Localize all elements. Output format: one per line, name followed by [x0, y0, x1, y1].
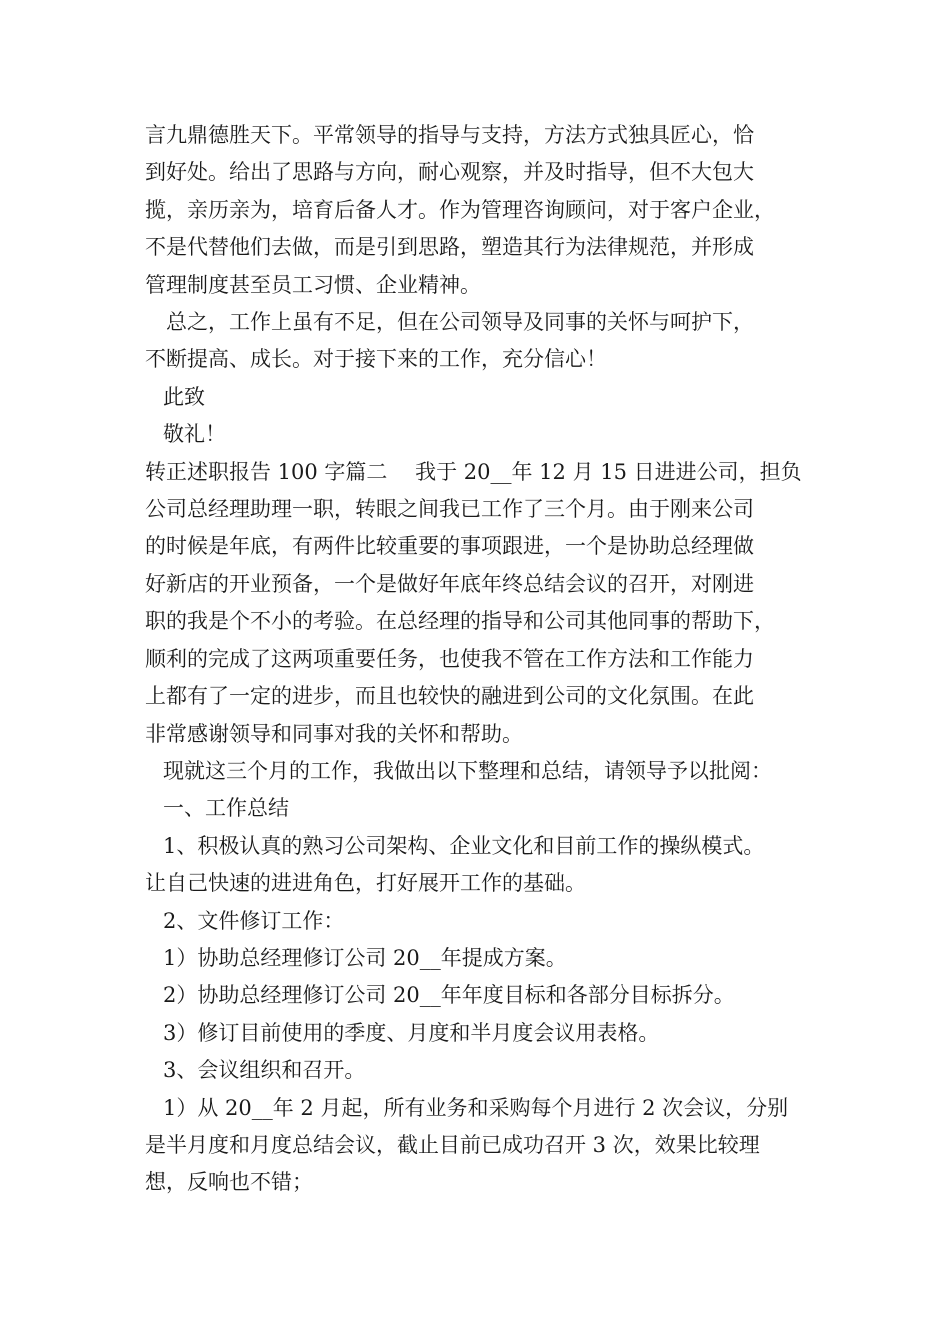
text-line: 非常感谢领导和同事对我的关怀和帮助。	[145, 721, 523, 746]
text-line: 好新店的开业预备，一个是做好年底年终总结会议的召开，对刚进	[145, 571, 754, 596]
list-item: 3、会议组织和召开。	[163, 1058, 366, 1083]
list-item: 2）协助总经理修订公司 20__年年度目标和各部分目标拆分。	[163, 983, 735, 1008]
text-line: 不是代替他们去做，而是引到思路，塑造其行为法律规范，并形成	[145, 235, 754, 260]
text-line: 让自己快速的进进角色，打好展开工作的基础。	[145, 871, 586, 896]
text-line: 揽，亲历亲为，培育后备人才。作为管理咨询顾问，对于客户企业，	[145, 197, 775, 222]
text-line: 现就这三个月的工作，我做出以下整理和总结，请领导予以批阅：	[163, 758, 772, 783]
text-line: 言九鼎德胜天下。平常领导的指导与支持，方法方式独具匠心，恰	[145, 123, 754, 147]
list-item: 2、文件修订工作：	[163, 908, 345, 933]
text-line: 不断提高、成长。对于接下来的工作，充分信心！	[145, 347, 607, 372]
text-line: 管理制度甚至员工习惯、企业精神。	[145, 272, 481, 297]
text-line: 顺利的完成了这两项重要任务，也使我不管在工作方法和工作能力	[145, 646, 754, 671]
salutation-line: 此致	[163, 384, 205, 409]
text-line: 上都有了一定的进步，而且也较快的融进到公司的文化氛围。在此	[145, 684, 754, 709]
text-line: 总之，工作上虽有不足，但在公司领导及同事的关怀与呵护下，	[166, 310, 754, 335]
section-heading-line: 转正述职报告 100 字篇二 我于 20__年 12 月 15 日进进公司，担负	[145, 459, 802, 484]
text-line: 想，反响也不错；	[145, 1170, 313, 1195]
text-line: 职的我是个不小的考验。在总经理的指导和公司其他同事的帮助下，	[145, 609, 775, 634]
text-line: 的时候是年底，有两件比较重要的事项跟进，一个是协助总经理做	[145, 534, 754, 559]
salutation-line: 敬礼！	[163, 422, 226, 447]
list-item: 1、积极认真的熟习公司架构、企业文化和目前工作的操纵模式。	[163, 833, 765, 858]
list-item: 1）从 20__年 2 月起，所有业务和采购每个月进行 2 次会议，分别	[163, 1095, 789, 1120]
list-item: 3）修订目前使用的季度、月度和半月度会议用表格。	[163, 1020, 660, 1045]
text-line: 到好处。给出了思路与方向，耐心观察，并及时指导，但不大包大	[145, 160, 754, 185]
document-body	[145, 117, 835, 1202]
list-item: 1）协助总经理修订公司 20__年提成方案。	[163, 945, 567, 970]
text-line: 是半月度和月度总结会议，截止目前已成功召开 3 次，效果比较理	[145, 1132, 760, 1157]
list-heading: 一、工作总结	[163, 796, 289, 821]
text-line: 公司总经理助理一职，转眼之间我已工作了三个月。由于刚来公司	[145, 497, 754, 522]
